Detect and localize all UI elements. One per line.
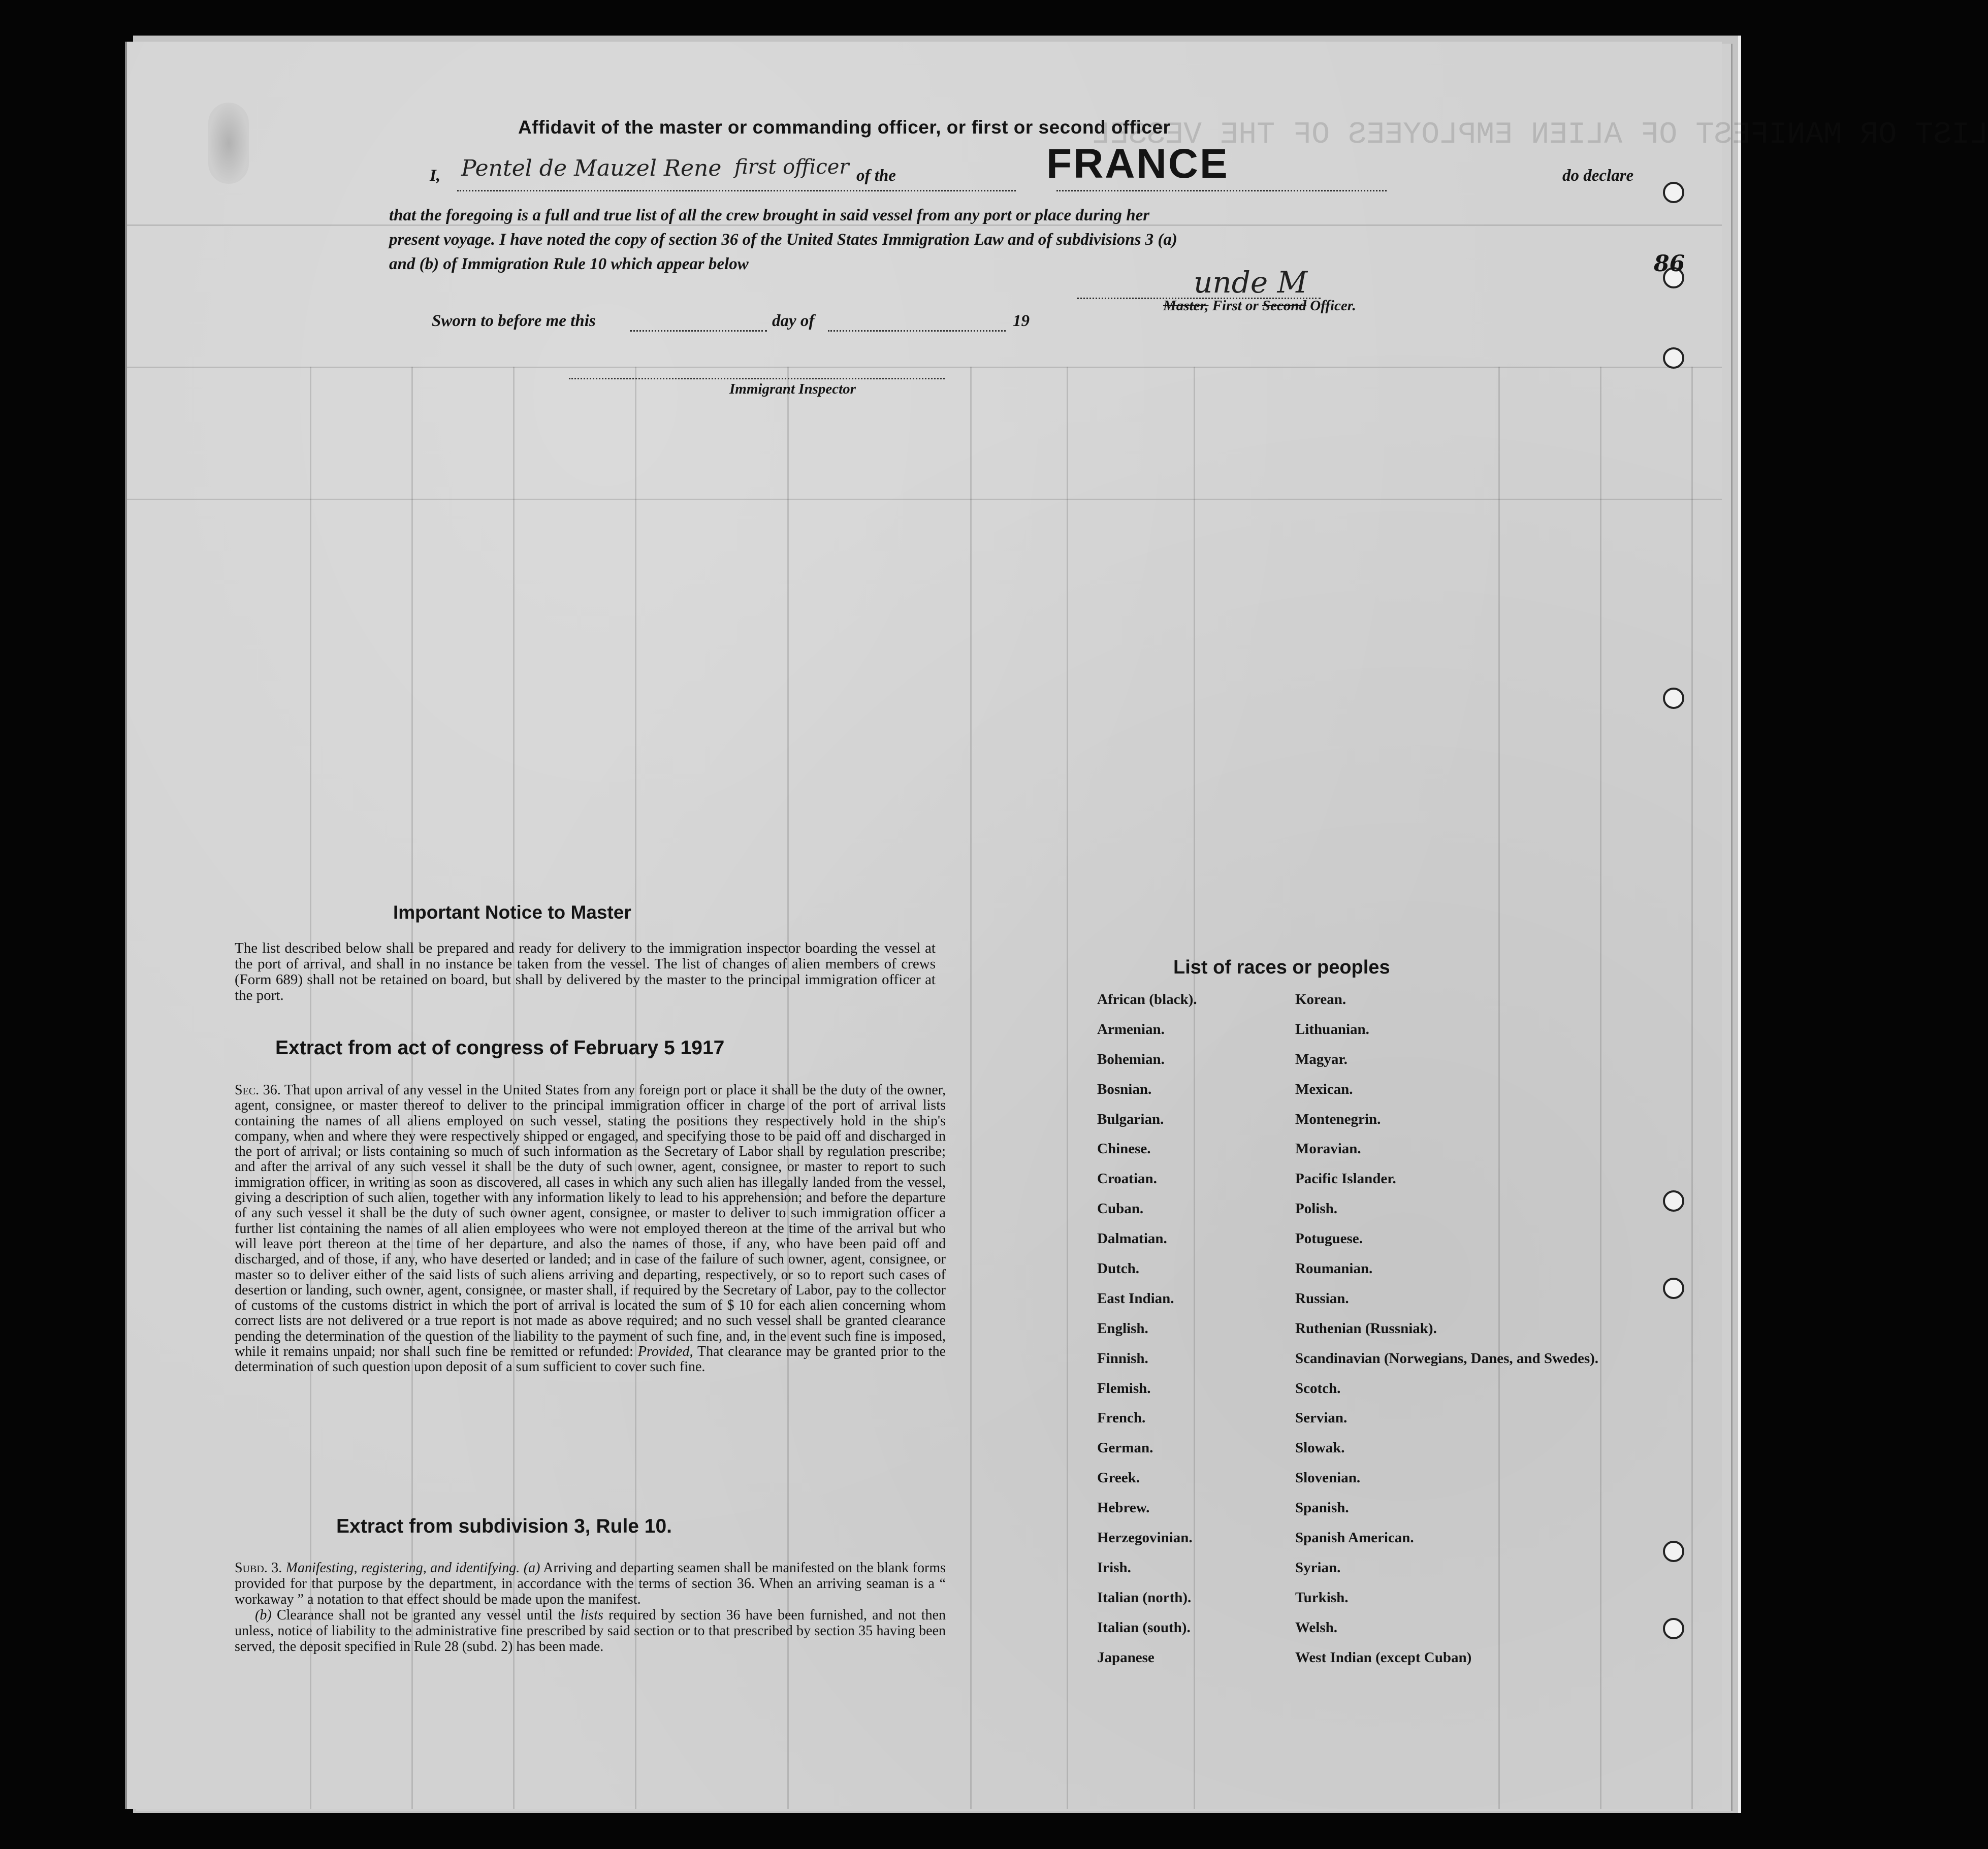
subd-b-label: (b): [255, 1607, 272, 1623]
notice-heading: Important Notice to Master: [393, 902, 631, 923]
of-the-label: of the: [856, 167, 896, 185]
race-item: Greek.: [1097, 1470, 1140, 1486]
race-item: Croatian.: [1097, 1171, 1157, 1187]
subd-b-text-2: required by section 36 have been furnished, and not then unless, notice of liability to the administrative fine prescribed by said section or to that prescribed by section 35 having been served, the deposit specified in Rule 28 (subd. 2) has been made.: [235, 1607, 946, 1655]
race-item: Finnish.: [1097, 1350, 1148, 1367]
subd-a-text: Arriving and departing seamen shall be manifested on the blank forms provided for that purpose by the department, in accordance with the terms of section 36. When an arriving seaman is a “ workaway ” a notation to that effect should be made upon the manifest.: [235, 1560, 946, 1607]
subd-label: Subd. 3.: [235, 1560, 282, 1576]
race-item: West Indian (except Cuban): [1295, 1649, 1472, 1666]
race-item: Polish.: [1295, 1201, 1337, 1217]
race-item: Ruthenian (Russniak).: [1295, 1320, 1437, 1337]
race-item: Flemish.: [1097, 1380, 1151, 1397]
vessel-name: FRANCE: [1046, 141, 1229, 187]
races-right-column: [1295, 991, 1598, 1679]
rule-extract-heading: Extract from subdivision 3, Rule 10.: [336, 1515, 672, 1537]
race-item: East Indian.: [1097, 1290, 1174, 1307]
signer-role: first officer: [734, 155, 849, 179]
race-item: Hebrew.: [1097, 1500, 1150, 1516]
signer-name: Pentel de Mauzel Rene: [461, 155, 722, 181]
affidavit-line-3: present voyage. I have noted the copy of section 36 of the United States Immigration Law and of subdivisions 3 (a): [389, 231, 1177, 249]
punch-hole: [1663, 182, 1684, 203]
punch-hole: [1663, 1278, 1684, 1299]
race-item: Moravian.: [1295, 1141, 1361, 1157]
race-item: English.: [1097, 1320, 1148, 1337]
race-item: Slovenian.: [1295, 1470, 1361, 1486]
sworn-label: Sworn to before me this: [432, 312, 596, 330]
day-of-label: day of: [772, 312, 815, 330]
race-item: Dutch.: [1097, 1260, 1139, 1277]
notice-body: The list described below shall be prepared and ready for delivery to the immigration inspector boarding the vessel at the port of arrival, and shall in no instance be taken from the vessel. The list of changes of alien members of crews (Form 689) shall not be retained on board, but shall by delivered by the master to the principal immigration officer at the port.: [235, 940, 936, 1003]
race-item: Montenegrin.: [1295, 1111, 1381, 1127]
proviso-text: That clearance may be granted prior to the determination of such question upon deposit of a sum sufficient to cover such fine.: [235, 1344, 946, 1375]
race-item: Lithuanian.: [1295, 1021, 1369, 1037]
section-36-body: That upon arrival of any vessel in the United States from any foreign port or place it shall be the duty of the owner, agent, consignee, or master thereof to deliver to the principal immigration officer in charge of the port of arrival lists containing the names of all aliens employed on such vessel, stating the positions they respectively hold in the ship's company, when and where they were respectively shipped or engaged, and specifying those to be paid off and discharged in the port of arrival; or lists containing so much of such information as the Secretary of Labor shall by regulation prescribe; and after the arrival of any such vessel it shall be the duty of such owner, agent, consignee, or master to report to such immigration officer, in writing as soon as discovered, all cases in which any such alien has illegally landed from the vessel, giving a description of such alien, together with any information likely to lead to his apprehension; and before the departure of any such vessel it shall be the duty of such owner agent, consignee, or master to deliver to such immigration officer a further list containing the names of all alien employees who were not employed thereon at the time of the arrival but who will leave port thereon at the time of her departure, and also the names of those, if any, who have been paid off and discharged, and of those, if any, who have deserted or landed; and in case of the failure of such owner, agent, consignee, or master so to deliver either of the said lists of such aliens arriving and departing, respectively, or so to report such cases of desertion or landing, such owner, agent, consignee, or master shall, if required by the Secretary of Labor, pay to the collector of customs of the customs district in which the port of arrival is located the sum of $ 10 for each alien concerning whom correct lists are not delivered or a true report is not made as above required; and no such vessel shall be granted clearance pending the determination of the question of the liability to the payment of such fine, and, in the event such fine is imposed, while it remains unpaid; nor shall such fine be remitted or refunded:: [235, 1082, 946, 1360]
race-item: African (black).: [1097, 991, 1197, 1008]
race-item: Spanish.: [1295, 1500, 1349, 1516]
race-item: Spanish American.: [1295, 1530, 1414, 1546]
race-item: Russian.: [1295, 1290, 1349, 1307]
race-item: Chinese.: [1097, 1141, 1151, 1157]
race-item: Dalmatian.: [1097, 1230, 1167, 1247]
race-item: Bosnian.: [1097, 1081, 1152, 1097]
race-item: Mexican.: [1295, 1081, 1353, 1097]
race-item: French.: [1097, 1410, 1146, 1426]
race-item: Welsh.: [1295, 1619, 1337, 1636]
officer-first: First or: [1212, 298, 1259, 314]
page-number: 86: [1654, 251, 1685, 277]
race-item: Roumanian.: [1295, 1260, 1373, 1277]
race-item: Irish.: [1097, 1559, 1131, 1576]
subd-title: Manifesting, registering, and identifying.: [285, 1560, 520, 1576]
subd-a-label: (a): [523, 1560, 540, 1576]
affidavit-title: Affidavit of the master or commanding officer, or first or second officer: [518, 117, 1171, 138]
faint-stamp: [208, 103, 249, 184]
subd-b-lists: lists: [580, 1607, 603, 1623]
reverse-side-bleed: LIST OR MANIFEST OF ALIEN EMPLOYEES OF THE VESSEL: [1092, 118, 1988, 152]
race-item: Turkish.: [1295, 1589, 1349, 1606]
proviso-label: Provided,: [637, 1344, 693, 1360]
year-prefix: 19: [1013, 312, 1030, 330]
punch-hole: [1663, 1618, 1684, 1639]
race-item: Cuban.: [1097, 1201, 1144, 1217]
race-item: Magyar.: [1295, 1051, 1348, 1067]
race-item: Scandinavian (Norwegians, Danes, and Swedes).: [1295, 1350, 1599, 1367]
race-item: Armenian.: [1097, 1021, 1165, 1037]
inspector-label: Immigrant Inspector: [729, 381, 856, 397]
race-item: Herzegovinian.: [1097, 1530, 1193, 1546]
affidavit-lead: I,: [430, 167, 441, 185]
officer-signature: unde M: [1194, 265, 1307, 300]
affidavit-line-2: that the foregoing is a full and true list of all the crew brought in said vessel from any port or place during her: [389, 206, 1150, 224]
races-left-column: [1097, 991, 1197, 1679]
punch-hole: [1663, 1541, 1684, 1562]
punch-hole: [1663, 347, 1684, 369]
section-36-label: Sec. 36.: [235, 1082, 281, 1098]
races-heading: List of races or peoples: [1173, 957, 1390, 978]
race-item: Syrian.: [1295, 1559, 1341, 1576]
race-item: Japanese: [1097, 1649, 1155, 1666]
race-item: Servian.: [1295, 1410, 1348, 1426]
race-item: Italian (north).: [1097, 1589, 1192, 1606]
officer-title-line: [1163, 298, 1356, 314]
race-item: Pacific Islander.: [1295, 1171, 1396, 1187]
officer-second: Second: [1262, 298, 1307, 314]
race-item: Bulgarian.: [1097, 1111, 1164, 1127]
race-item: Potuguese.: [1295, 1230, 1363, 1247]
officer-suffix: Officer.: [1310, 298, 1356, 314]
race-item: German.: [1097, 1440, 1153, 1456]
declare-label: do declare: [1562, 167, 1634, 185]
punch-hole: [1663, 1190, 1684, 1212]
officer-master: Master,: [1163, 298, 1209, 314]
race-item: Bohemian.: [1097, 1051, 1165, 1067]
act-extract-heading: Extract from act of congress of February 5 1917: [275, 1037, 725, 1059]
subdivision-3-text: [235, 1560, 946, 1655]
race-item: Scotch.: [1295, 1380, 1341, 1397]
punch-hole: [1663, 688, 1684, 709]
manifest-page: [125, 42, 1988, 1809]
section-36-text: [235, 1083, 946, 1375]
race-item: Italian (south).: [1097, 1619, 1191, 1636]
race-item: Korean.: [1295, 991, 1346, 1008]
subd-b-text-1: Clearance shall not be granted any vessel until the: [276, 1607, 575, 1623]
affidavit-line-4: and (b) of Immigration Rule 10 which appear below: [389, 255, 749, 273]
race-item: Slowak.: [1295, 1440, 1345, 1456]
